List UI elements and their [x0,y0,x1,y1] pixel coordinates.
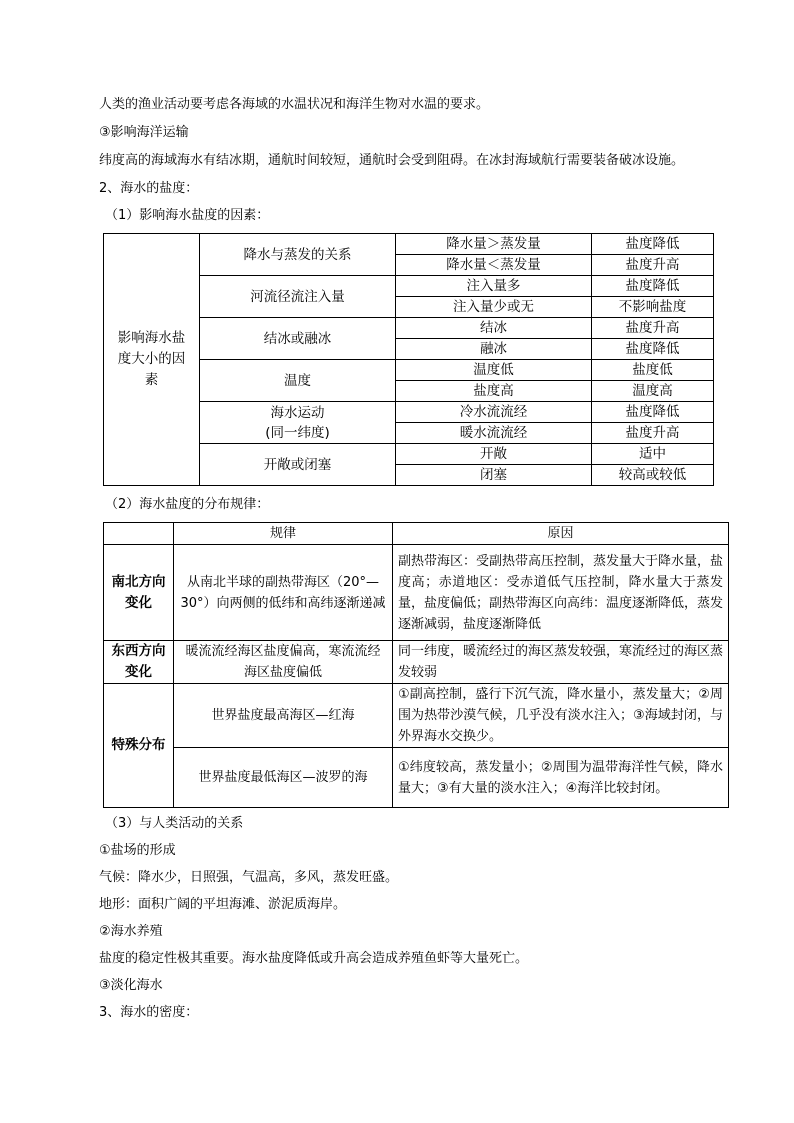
factor-cell: 温度 [200,360,396,402]
condition-cell: 闭塞 [396,465,592,486]
effect-cell: 盐度升高 [592,318,714,339]
reason-cell: 同一纬度，暖流经过的海区蒸发较强，寒流经过的海区蒸发较弱 [393,641,729,684]
condition-cell: 冷水流流经 [396,402,592,423]
effect-cell: 盐度降低 [592,234,714,255]
subsection-heading: （3）与人类活动的关系 [105,816,244,831]
condition-cell: 融冰 [396,339,592,360]
condition-cell: 温度低 [396,360,592,381]
text-line: 地形：面积广阔的平坦海滩、淤泥质海岸。 [99,897,347,912]
rule-cell: 世界盐度最低海区—波罗的海 [174,748,393,808]
effect-cell: 盐度低 [592,360,714,381]
effect-cell: 盐度降低 [592,339,714,360]
rule-cell: 暖流流经海区盐度偏高，寒流流经海区盐度偏低 [174,641,393,684]
effect-cell: 盐度升高 [592,255,714,276]
section-heading: 3、海水的密度： [99,1005,199,1020]
text-line: 人类的渔业活动要考虑各海域的水温状况和海洋生物对水温的要求。 [99,97,490,112]
category-cell: 南北方向变化 [104,545,174,641]
category-cell: 东西方向变化 [104,641,174,684]
condition-cell: 开敞 [396,444,592,465]
category-cell: 影响海水盐度大小的因素 [104,234,200,486]
text-line: ②海水养殖 [99,924,163,939]
text-line: 盐度的稳定性极其重要。海水盐度降低或升高会造成养殖鱼虾等大量死亡。 [99,951,529,966]
subsection-heading: （1）影响海水盐度的因素： [105,208,270,223]
rule-cell: 世界盐度最高海区—红海 [174,684,393,748]
section-heading: 2、海水的盐度： [99,181,199,196]
reason-cell: ①副高控制，盛行下沉气流，降水量小，蒸发量大；②周围为热带沙漠气候，几乎没有淡水注入；③海域封闭，与外界海水交换少。 [393,684,729,748]
factor-cell: 开敞或闭塞 [200,444,396,486]
condition-cell: 盐度高 [396,381,592,402]
header-cell [104,523,174,545]
condition-cell: 注入量少或无 [396,297,592,318]
factor-cell: 河流径流注入量 [200,276,396,318]
effect-cell: 盐度降低 [592,276,714,297]
text-line: ③淡化海水 [99,978,163,993]
factor-cell: 结冰或融冰 [200,318,396,360]
condition-cell: 降水量＜蒸发量 [396,255,592,276]
header-cell: 规律 [174,523,393,545]
effect-cell: 较高或较低 [592,465,714,486]
category-cell: 特殊分布 [104,684,174,808]
effect-cell: 不影响盐度 [592,297,714,318]
salinity-distribution-table [103,522,729,808]
reason-cell: 副热带海区：受副热带高压控制，蒸发量大于降水量，盐度高；赤道地区：受赤道低气压控制，降水量大于蒸发量，盐度偏低；副热带海区向高纬：温度逐渐降低，蒸发逐渐减弱，盐度逐渐降低 [393,545,729,641]
condition-cell: 暖水流流经 [396,423,592,444]
condition-cell: 降水量＞蒸发量 [396,234,592,255]
subsection-heading: （2）海水盐度的分布规律： [105,497,270,512]
header-cell: 原因 [393,523,729,545]
effect-cell: 盐度降低 [592,402,714,423]
text-line: 气候：降水少，日照强，气温高，多风，蒸发旺盛。 [99,870,399,885]
text-line: ①盐场的形成 [99,843,176,858]
factor-cell: 降水与蒸发的关系 [200,234,396,276]
condition-cell: 注入量多 [396,276,592,297]
salinity-factors-table [103,233,714,486]
reason-cell: ①纬度较高，蒸发量小；②周围为温带海洋性气候，降水量大；③有大量的淡水注入；④海洋比较封闭。 [393,748,729,808]
text-line: 纬度高的海域海水有结冰期，通航时间较短，通航时会受到阻碍。在冰封海域航行需要装备破冰设施。 [99,153,685,168]
effect-cell: 适中 [592,444,714,465]
effect-cell: 盐度升高 [592,423,714,444]
condition-cell: 结冰 [396,318,592,339]
factor-cell: 海水运动 (同一纬度) [200,402,396,444]
rule-cell: 从南北半球的副热带海区（20°—30°）向两侧的低纬和高纬逐渐递减 [174,545,393,641]
effect-cell: 温度高 [592,381,714,402]
text-line: ③影响海洋运输 [99,125,189,140]
